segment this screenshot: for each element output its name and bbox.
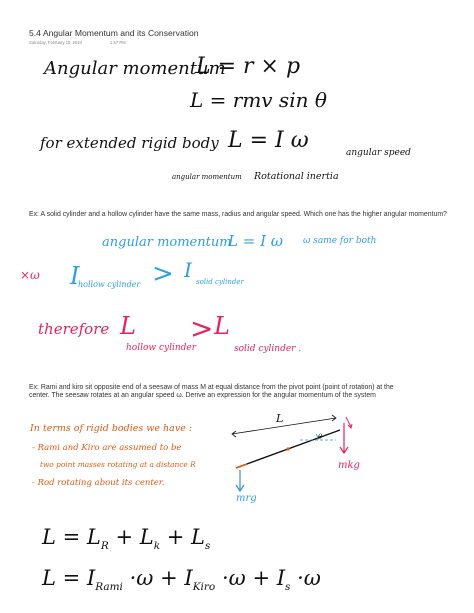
ex1-angular-momentum-text: angular momentum	[102, 235, 232, 250]
diagram-weight-left: mrg	[236, 493, 257, 504]
ex1-greater-than-2: >	[190, 312, 214, 345]
label-angular-speed: angular speed	[346, 148, 411, 158]
ex2-note-rod: - Rod rotating about its center.	[32, 478, 165, 488]
equation-sum: $L = L_R + L_k + L_s$	[42, 525, 211, 553]
heading-angular-momentum: Angular momentum	[44, 58, 226, 79]
label-rotational-inertia: Rotational inertia	[254, 171, 339, 182]
ex1-greater-than: >	[152, 259, 174, 289]
ex1-solid-label: solid cylinder	[196, 278, 244, 286]
ex1-times-omega: ×ω	[20, 268, 40, 282]
ex1-hollow-label-2: hollow cylinder	[126, 343, 197, 353]
example1-question: Ex: A solid cylinder and a hollow cylinder have the same mass, radius and angular speed. Which one has the higher angular momentum?	[29, 211, 447, 218]
equation-rigid: L = I ω	[228, 128, 309, 153]
ex1-omega-note: ω same for both	[303, 236, 377, 246]
equation-scalar: L = rmv sin θ	[190, 88, 327, 112]
page-time: 1:57 PM	[110, 40, 126, 45]
ex1-solid-label-2: solid cylinder .	[234, 344, 302, 354]
equation-final: $L = I_{Rami} \cdot\omega + I_{Kiro} \cdot\omega + I_s \cdot\omega$	[42, 566, 321, 594]
ex1-hollow-label: hollow cylinder	[78, 280, 141, 289]
diagram-length-label: L	[276, 412, 284, 425]
diagram-theta-label: θ	[318, 433, 323, 441]
label-angular-momentum: angular momentum	[172, 173, 242, 181]
ex1-inertia-solid: I	[184, 258, 192, 282]
ex2-note-point-masses: - Rami and Kiro are assumed to be	[32, 443, 182, 453]
ex1-L-hollow: L	[120, 312, 136, 340]
diagram-weight-right: mkg	[338, 460, 360, 471]
ex1-therefore: therefore	[38, 320, 110, 338]
page-date: Saturday, February 10, 2024	[29, 40, 82, 45]
rigid-body-intro: for extended rigid body	[40, 134, 219, 152]
example2-question: Ex: Rami and kiro sit opposite end of a seesaw of mass M at equal distance from the pivot point (point of rotation) at the center. The seesaw rotates at an angular speed ω. Derive an expression for the angular momentum of the system	[29, 384, 394, 400]
equation-vector: L = r × p	[196, 54, 301, 79]
ex1-inertia-hollow: I	[70, 262, 80, 290]
page-title: 5.4 Angular Momentum and its Conservation	[29, 28, 199, 38]
ex1-equation: L = I ω	[228, 232, 283, 250]
ex1-L-solid: L	[214, 312, 230, 340]
ex2-note-distance: two point masses rotating at a distance R	[40, 460, 196, 469]
ex2-note-rigid-bodies: In terms of rigid bodies we have :	[30, 423, 193, 434]
